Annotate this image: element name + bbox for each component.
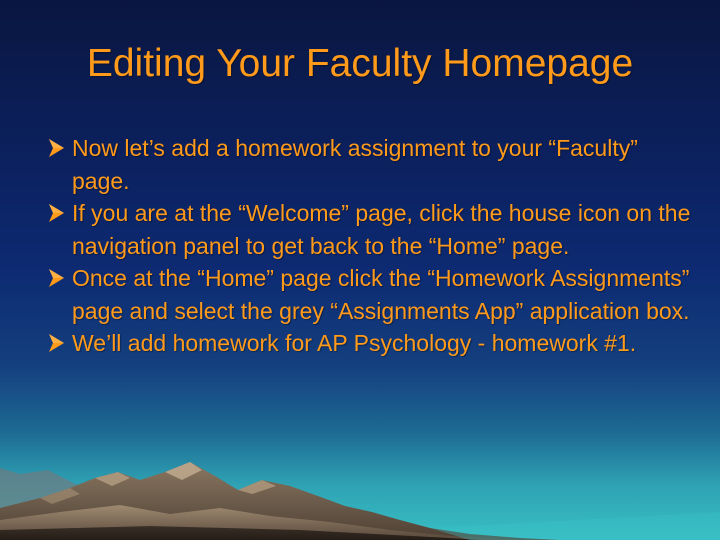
- slide-title: Editing Your Faculty Homepage: [86, 42, 634, 85]
- arrow-bullet-icon: [46, 197, 68, 229]
- bullet-text: Once at the “Home” page click the “Homework Assignments” page and select the grey “Assignments App” application box.: [72, 265, 690, 324]
- bullet-item: [46, 132, 696, 197]
- bullet-list: [46, 132, 696, 360]
- bullet-text: We’ll add homework for AP Psychology - homework #1.: [72, 330, 637, 356]
- bullet-item: [46, 197, 696, 262]
- bullet-text: Now let’s add a homework assignment to your “Faculty” page.: [72, 135, 638, 194]
- bullet-item: [46, 262, 696, 327]
- arrow-bullet-icon: [46, 327, 68, 359]
- arrow-bullet-icon: [46, 262, 68, 294]
- arrow-bullet-icon: [46, 132, 68, 164]
- bullet-item: [46, 327, 696, 360]
- bullet-text: If you are at the “Welcome” page, click the house icon on the navigation panel to get back to the “Home” page.: [72, 200, 691, 259]
